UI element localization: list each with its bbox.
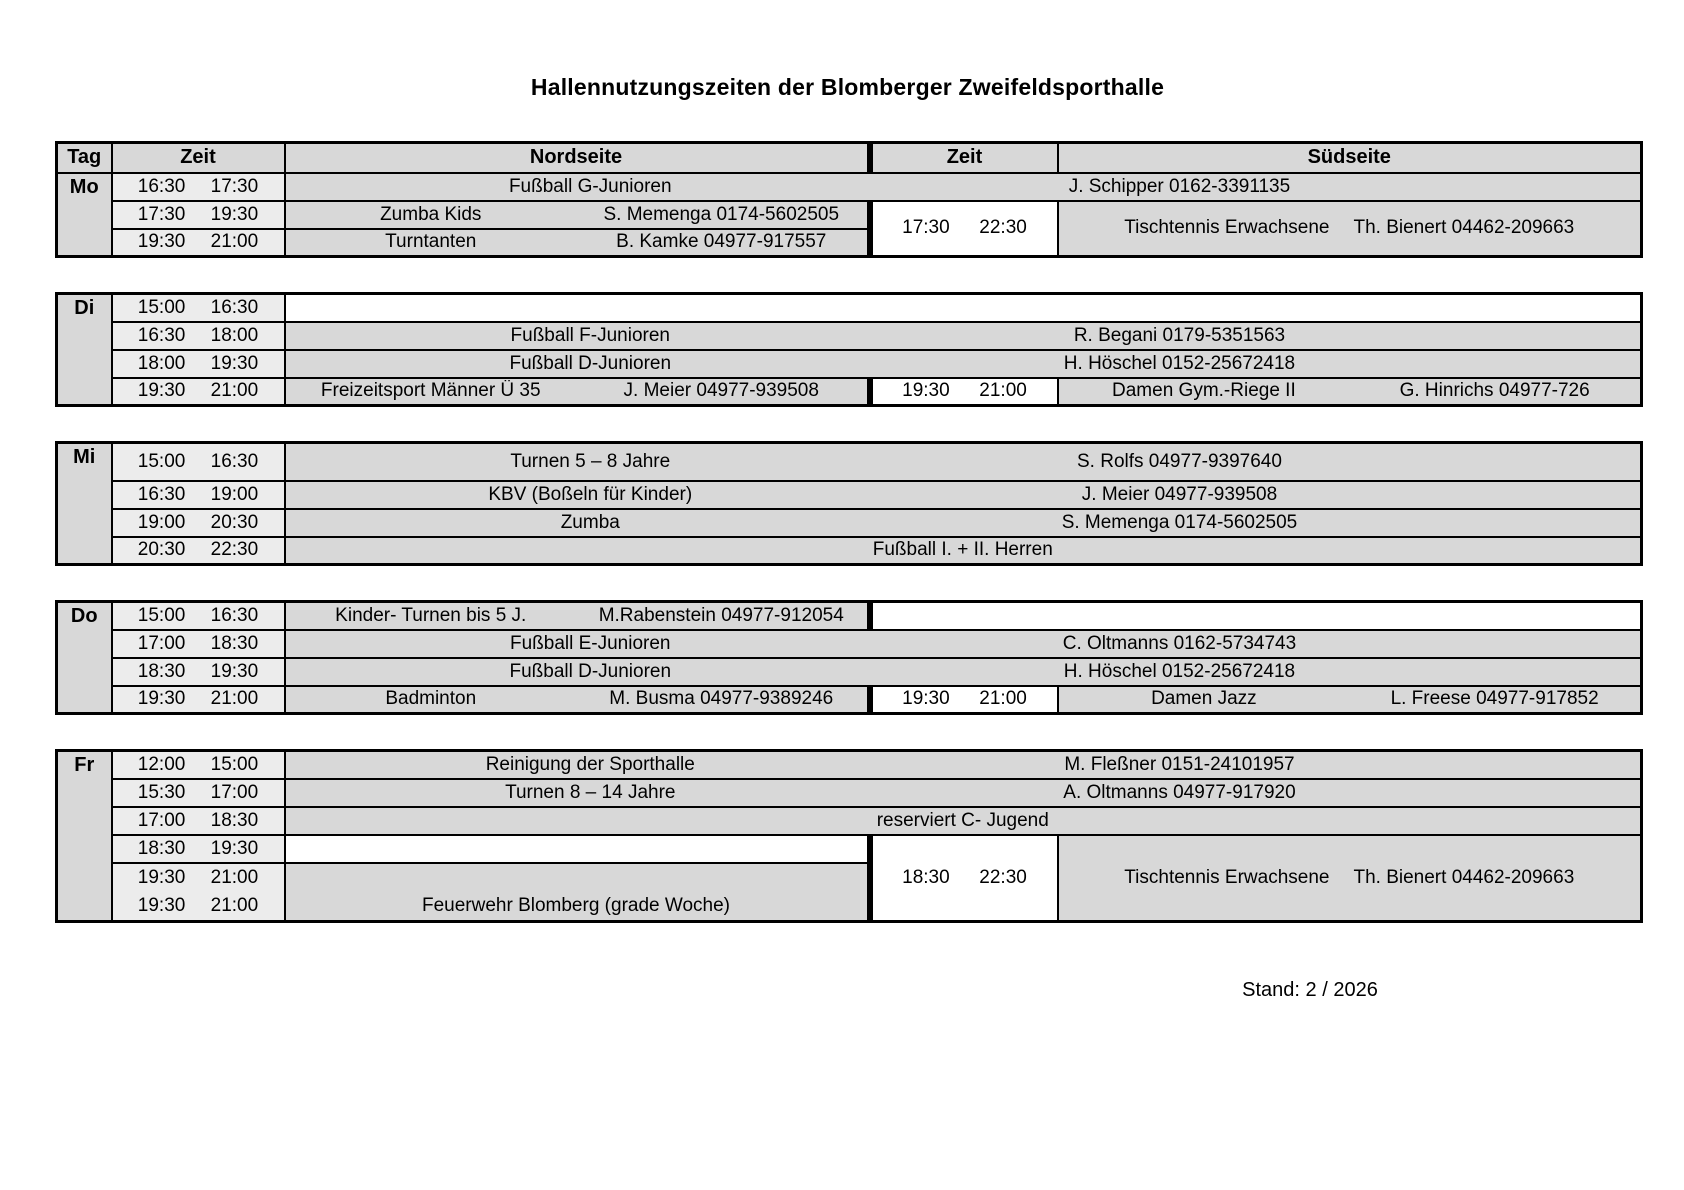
activity-contact: Th. Bienert 04462-209663	[1353, 217, 1575, 239]
time-start: 17:30	[137, 203, 186, 225]
activity-contact: M. Busma 04977-9389246	[609, 688, 834, 710]
table-header-row	[57, 143, 1642, 173]
table-row	[57, 807, 1642, 835]
activity-cell	[285, 509, 1642, 537]
empty-cell-sued	[870, 602, 1642, 630]
time-start: 15:00	[137, 604, 186, 626]
time-end: 19:30	[210, 203, 259, 225]
schedule-block-mo	[55, 141, 1643, 258]
time-start: 20:30	[137, 539, 186, 561]
time-end: 17:30	[210, 175, 259, 197]
time-end: 22:30	[979, 217, 1027, 239]
time-start: 12:00	[137, 753, 186, 775]
time-end: 21:00	[979, 688, 1027, 710]
activity-cell-sued	[1058, 835, 1642, 922]
activity-name: Feuerwehr Blomberg (grade Woche)	[421, 894, 730, 916]
day-label-fr: Fr	[57, 751, 112, 922]
table-row	[57, 173, 1642, 201]
activity-cell-nord	[285, 602, 870, 630]
activity-contact: J. Meier 04977-939508	[623, 380, 819, 402]
activity-cell	[285, 658, 1642, 686]
activity-cell-nord	[285, 378, 870, 406]
table-row	[57, 443, 1642, 481]
activity-cell	[285, 322, 1642, 350]
time-end: 19:30	[210, 837, 259, 859]
activity-cell-sued	[1058, 686, 1642, 714]
time-start: 16:30	[137, 175, 186, 197]
time-start: 17:30	[902, 217, 950, 239]
activity-name: Damen Jazz	[1151, 688, 1257, 710]
activity-name: Fußball D-Junioren	[509, 352, 672, 374]
time-cell-sued	[870, 201, 1058, 257]
time-start: 15:00	[137, 296, 186, 318]
activity-cell	[285, 537, 1642, 565]
time-end: 18:30	[210, 809, 259, 831]
time-cell	[112, 378, 285, 406]
time-cell	[112, 229, 285, 257]
activity-name: Zumba Kids	[380, 203, 482, 225]
activity-name: Fußball E-Junioren	[509, 632, 671, 654]
activity-name: Reinigung der Sporthalle	[485, 753, 695, 775]
time-cell	[112, 751, 285, 779]
activity-cell	[285, 173, 1642, 201]
time-start: 16:30	[137, 324, 186, 346]
time-cell	[112, 322, 285, 350]
table-row	[57, 658, 1642, 686]
activity-cell	[285, 751, 1642, 779]
time-end: 21:00	[210, 380, 259, 402]
activity-name: Tischtennis Erwachsene	[1124, 866, 1330, 888]
header-nordseite: Nordseite	[285, 143, 870, 173]
time-start: 19:30	[137, 688, 186, 710]
header-suedseite: Südseite	[1058, 143, 1642, 173]
time-start: 18:30	[902, 866, 950, 888]
activity-cell	[285, 779, 1642, 807]
time-start: 17:00	[137, 809, 186, 831]
time-cell	[112, 509, 285, 537]
table-row	[57, 350, 1642, 378]
time-cell-sued	[870, 835, 1058, 922]
activity-name: Freizeitsport Männer Ü 35	[320, 380, 541, 402]
time-start: 18:30	[137, 837, 186, 859]
activity-cell	[285, 350, 1642, 378]
table-row	[57, 294, 1642, 322]
schedule-block-di	[55, 292, 1643, 407]
time-start: 19:00	[137, 511, 186, 533]
time-end: 16:30	[210, 450, 259, 472]
empty-cell-nord	[285, 835, 870, 863]
time-start: 15:30	[137, 781, 186, 803]
time-start: 19:30	[902, 380, 950, 402]
header-zeit-sued: Zeit	[870, 143, 1058, 173]
empty-cell	[285, 294, 1642, 322]
activity-cell-nord	[285, 229, 870, 257]
activity-name: Fußball I. + II. Herren	[872, 539, 1053, 561]
time-end: 18:30	[210, 632, 259, 654]
activity-cell	[285, 443, 1642, 481]
table-row	[57, 322, 1642, 350]
time-start: 17:00	[137, 632, 186, 654]
time-end: 21:00	[210, 231, 259, 253]
activity-name: Fußball F-Junioren	[510, 324, 670, 346]
activity-contact: Th. Bienert 04462-209663	[1353, 866, 1575, 888]
time-cell	[112, 658, 285, 686]
time-cell	[112, 443, 285, 481]
day-label-do: Do	[57, 602, 112, 714]
activity-name: Fußball D-Junioren	[509, 660, 672, 682]
activity-cell-nord	[285, 863, 870, 922]
time-end: 19:30	[210, 660, 259, 682]
time-start: 19:30	[137, 894, 186, 916]
time-end: 21:00	[979, 380, 1027, 402]
activity-contact: C. Oltmanns 0162-5734743	[1062, 632, 1297, 654]
time-cell-sued	[870, 378, 1058, 406]
page-title: Hallennutzungszeiten der Blomberger Zweifeldsporthalle	[530, 74, 1165, 100]
activity-contact: L. Freese 04977-917852	[1390, 688, 1599, 710]
activity-contact: S. Memenga 0174-5602505	[1061, 511, 1298, 533]
time-start: 15:00	[137, 450, 186, 472]
time-start: 19:30	[137, 866, 186, 888]
schedule-block-fr	[55, 749, 1643, 923]
time-end: 21:00	[210, 894, 259, 916]
time-end: 17:00	[210, 781, 259, 803]
activity-contact: H. Höschel 0152-25672418	[1063, 660, 1296, 682]
activity-cell	[285, 481, 1642, 509]
table-row	[57, 835, 1642, 863]
activity-name: Damen Gym.-Riege II	[1112, 380, 1296, 402]
time-cell	[112, 863, 285, 922]
time-cell-sued	[870, 686, 1058, 714]
table-row	[57, 481, 1642, 509]
time-cell	[112, 807, 285, 835]
time-end: 19:30	[210, 352, 259, 374]
table-row	[57, 751, 1642, 779]
schedule-block-mi	[55, 441, 1643, 566]
activity-contact: A. Oltmanns 04977-917920	[1063, 781, 1296, 803]
time-end: 22:30	[210, 539, 259, 561]
time-start: 16:30	[137, 483, 186, 505]
schedule-block-do	[55, 600, 1643, 715]
time-end: 21:00	[210, 866, 259, 888]
day-label-di: Di	[57, 294, 112, 406]
activity-cell-nord	[285, 201, 870, 229]
table-row	[57, 509, 1642, 537]
time-cell	[112, 294, 285, 322]
time-cell	[112, 537, 285, 565]
activity-name: Turnen 8 – 14 Jahre	[505, 781, 676, 803]
activity-name: reserviert C- Jugend	[876, 809, 1049, 831]
day-label-mo: Mo	[57, 173, 112, 257]
activity-contact: B. Kamke 04977-917557	[616, 231, 827, 253]
day-label-mi: Mi	[57, 443, 112, 565]
time-cell	[112, 835, 285, 863]
table-row	[57, 201, 1642, 229]
activity-contact: S. Memenga 0174-5602505	[603, 203, 840, 225]
activity-name: Kinder- Turnen bis 5 J.	[335, 604, 527, 626]
time-end: 18:00	[210, 324, 259, 346]
activity-cell	[285, 630, 1642, 658]
activity-contact: J. Schipper 0162-3391135	[1068, 175, 1291, 197]
time-end: 16:30	[210, 296, 259, 318]
activity-name: Fußball G-Junioren	[508, 175, 672, 197]
time-cell	[112, 173, 285, 201]
activity-contact: H. Höschel 0152-25672418	[1063, 352, 1296, 374]
time-end: 15:00	[210, 753, 259, 775]
time-start: 18:30	[137, 660, 186, 682]
activity-name: Tischtennis Erwachsene	[1124, 217, 1330, 239]
time-start: 19:30	[902, 688, 950, 710]
time-start: 18:00	[137, 352, 186, 374]
header-zeit-nord: Zeit	[112, 143, 285, 173]
time-cell	[112, 602, 285, 630]
time-end: 19:00	[210, 483, 259, 505]
activity-contact: M.Rabenstein 04977-912054	[598, 604, 844, 626]
activity-contact: M. Fleßner 0151-24101957	[1064, 753, 1295, 775]
time-end: 20:30	[210, 511, 259, 533]
activity-cell-sued	[1058, 201, 1642, 257]
time-end: 16:30	[210, 604, 259, 626]
activity-cell-sued	[1058, 378, 1642, 406]
activity-name: Zumba	[560, 511, 620, 533]
table-row	[57, 630, 1642, 658]
activity-name: KBV (Boßeln für Kinder)	[488, 483, 693, 505]
activity-name: Badminton	[385, 688, 477, 710]
table-row	[57, 686, 1642, 714]
activity-name: Turntanten	[385, 231, 477, 253]
activity-contact: R. Begani 0179-5351563	[1073, 324, 1286, 346]
activity-cell	[285, 807, 1642, 835]
time-end: 21:00	[210, 688, 259, 710]
activity-name: Turnen 5 – 8 Jahre	[510, 450, 671, 472]
table-row	[57, 779, 1642, 807]
time-cell	[112, 686, 285, 714]
activity-contact: G. Hinrichs 04977-726	[1399, 380, 1590, 402]
time-cell	[112, 201, 285, 229]
table-row	[57, 537, 1642, 565]
time-cell	[112, 630, 285, 658]
activity-contact: S. Rolfs 04977-9397640	[1077, 450, 1282, 472]
time-end: 22:30	[979, 866, 1027, 888]
time-cell	[112, 350, 285, 378]
time-start: 19:30	[137, 380, 186, 402]
table-row	[57, 602, 1642, 630]
time-start: 19:30	[137, 231, 186, 253]
revision-date: Stand: 2 / 2026	[1242, 978, 1378, 1001]
header-tag: Tag	[57, 143, 112, 173]
table-row	[57, 378, 1642, 406]
activity-contact: J. Meier 04977-939508	[1081, 483, 1278, 505]
time-cell	[112, 481, 285, 509]
time-cell	[112, 779, 285, 807]
activity-cell-nord	[285, 686, 870, 714]
